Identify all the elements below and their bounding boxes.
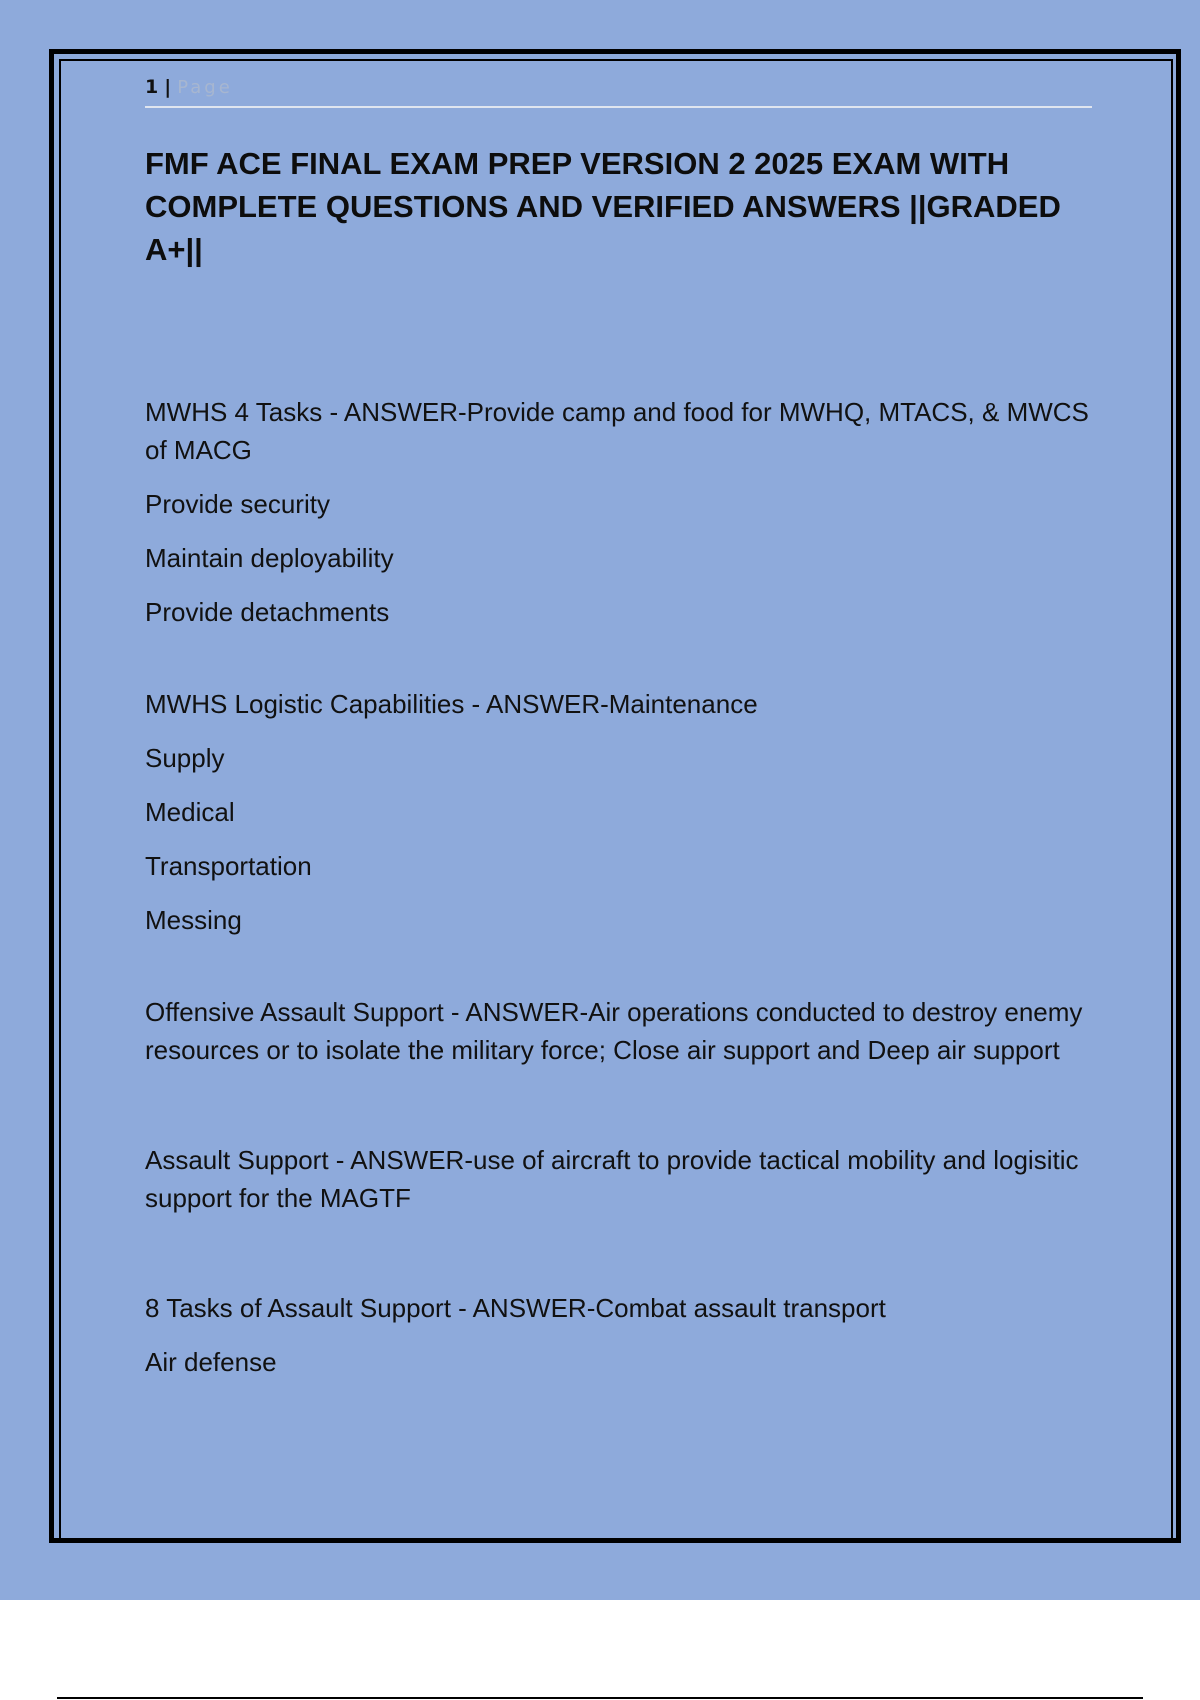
page-number: 1 — [145, 76, 159, 98]
footer-rule — [57, 1697, 1143, 1699]
entry-line: Messing — [145, 905, 242, 935]
entry-line: MWHS Logistic Capabilities - ANSWER-Maintenance — [145, 689, 758, 719]
document-body — [145, 393, 1095, 1381]
entry-line: Medical — [145, 797, 235, 827]
entry-line: Supply — [145, 743, 225, 773]
qa-entry-mwhs-logistics — [145, 685, 1095, 939]
entry-line: 8 Tasks of Assault Support - ANSWER-Combat assault transport — [145, 1293, 886, 1323]
entry-line: Transportation — [145, 851, 312, 881]
document-title: FMF ACE FINAL EXAM PREP VERSION 2 2025 EXAM WITH COMPLETE QUESTIONS AND VERIFIED ANSWERS ||GRADED A+|| — [145, 146, 1061, 267]
page-header — [145, 72, 1092, 108]
entry-line: MWHS 4 Tasks - ANSWER-Provide camp and food for MWHQ, MTACS, & MWCS of MACG — [145, 397, 1089, 465]
entry-line: Provide security — [145, 489, 330, 519]
page-separator: | — [164, 76, 172, 98]
qa-entry-offensive-assault-support — [145, 993, 1095, 1069]
qa-entry-mwhs-tasks — [145, 393, 1095, 631]
page-border-shadow — [1177, 49, 1180, 1543]
entry-line: Air defense — [145, 1347, 277, 1377]
entry-line: Provide detachments — [145, 597, 390, 627]
qa-entry-assault-support — [145, 1141, 1095, 1217]
page-label: Page — [177, 77, 233, 98]
qa-entry-assault-support-tasks — [145, 1289, 1095, 1381]
entry-line: Assault Support - ANSWER-use of aircraft to provide tactical mobility and logisitic support for the MAGTF — [145, 1145, 1079, 1213]
entry-line: Offensive Assault Support - ANSWER-Air operations conducted to destroy enemy resources or to isolate the military force; Close air support and Deep air support — [145, 997, 1083, 1065]
entry-line: Maintain deployability — [145, 543, 394, 573]
